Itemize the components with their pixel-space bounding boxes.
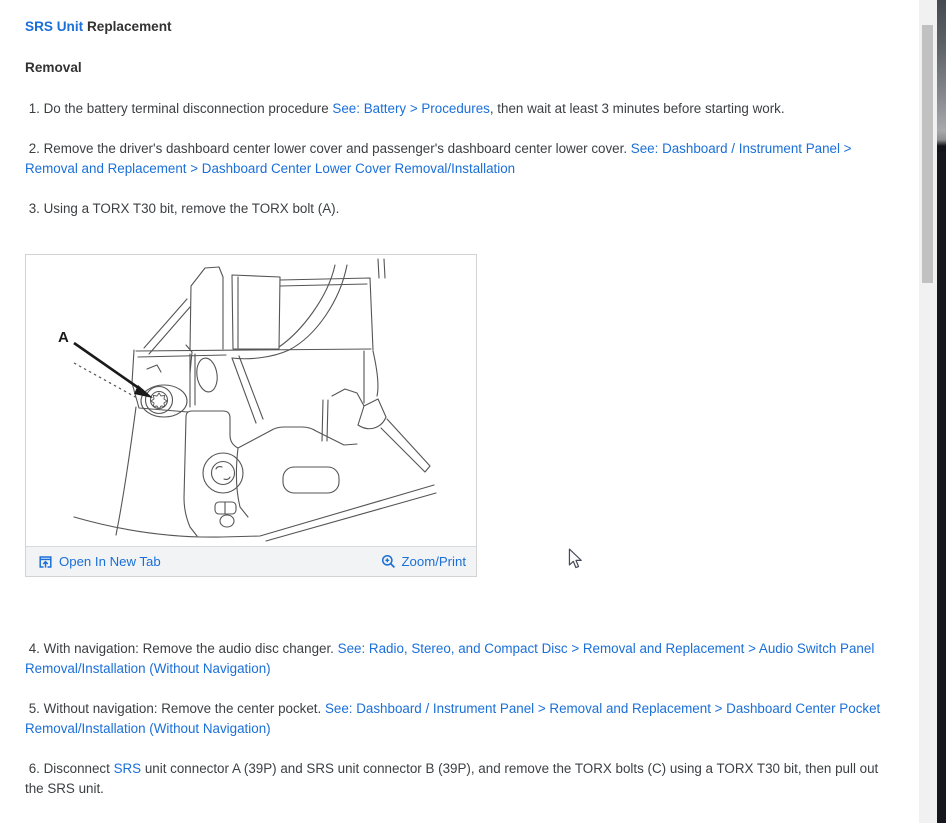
step-1-text-after: , then wait at least 3 minutes before starting work. — [489, 101, 785, 116]
page-title-rest: Replacement — [86, 19, 172, 34]
section-heading: Removal — [25, 60, 82, 75]
step-5-text: 5. Without navigation: Remove the center pocket. — [25, 701, 325, 716]
figure-panel — [25, 254, 477, 577]
open-in-new-tab-label: Open In New Tab — [59, 553, 161, 569]
step-2 — [25, 139, 890, 179]
figure-toolbar — [26, 546, 476, 576]
step-1-text: 1. Do the battery terminal disconnection procedure — [25, 101, 333, 116]
step-3 — [25, 199, 890, 219]
right-edge-panel-gradient — [937, 0, 946, 152]
figure-drawing — [26, 255, 476, 546]
right-edge-panel — [937, 0, 946, 823]
zoom-plus-icon — [381, 554, 396, 569]
step-5 — [25, 699, 890, 739]
zoom-print-button[interactable] — [381, 552, 467, 572]
step-2-text: 2. Remove the driver's dashboard center lower cover and passenger's dashboard center lower cover. — [25, 141, 631, 156]
step-6-link[interactable]: SRS — [113, 761, 142, 776]
step-5-link[interactable]: See: Dashboard / Instrument Panel > Removal and Replacement > Dashboard Center Pocket Removal/Installation (Without Navigation) — [25, 701, 881, 736]
callout-label-a: A — [58, 329, 69, 346]
step-6 — [25, 759, 890, 799]
step-2-link[interactable]: See: Dashboard / Instrument Panel > Removal and Replacement > Dashboard Center Lower Cover Removal/Installation — [25, 141, 852, 176]
zoom-print-label: Zoom/Print — [401, 553, 466, 569]
step-4 — [25, 639, 890, 679]
vertical-scrollbar[interactable] — [919, 0, 937, 823]
page-title — [25, 17, 890, 37]
step-6-text: 6. Disconnect — [25, 761, 114, 776]
vertical-scrollbar-thumb[interactable] — [922, 25, 933, 283]
step-1-link[interactable]: See: Battery > Procedures — [332, 101, 490, 116]
step-4-link[interactable]: See: Radio, Stereo, and Compact Disc > Removal and Replacement > Audio Switch Panel Removal/Installation (Without Navigation) — [25, 641, 875, 676]
step-6-text-after: unit connector A (39P) and SRS unit connector B (39P), and remove the TORX bolts (C) using a TORX T30 bit, then pull out the SRS unit. — [25, 761, 879, 796]
step-4-text: 4. With navigation: Remove the audio disc changer. — [25, 641, 338, 656]
open-in-new-tab-button[interactable] — [38, 552, 161, 572]
step-3-text: 3. Using a TORX T30 bit, remove the TORX bolt (A). — [25, 201, 340, 216]
dashboard-line-drawing — [26, 255, 476, 546]
srs-unit-title-link[interactable]: SRS Unit — [25, 19, 84, 34]
open-in-new-tab-icon — [38, 554, 53, 569]
step-1 — [25, 99, 890, 119]
